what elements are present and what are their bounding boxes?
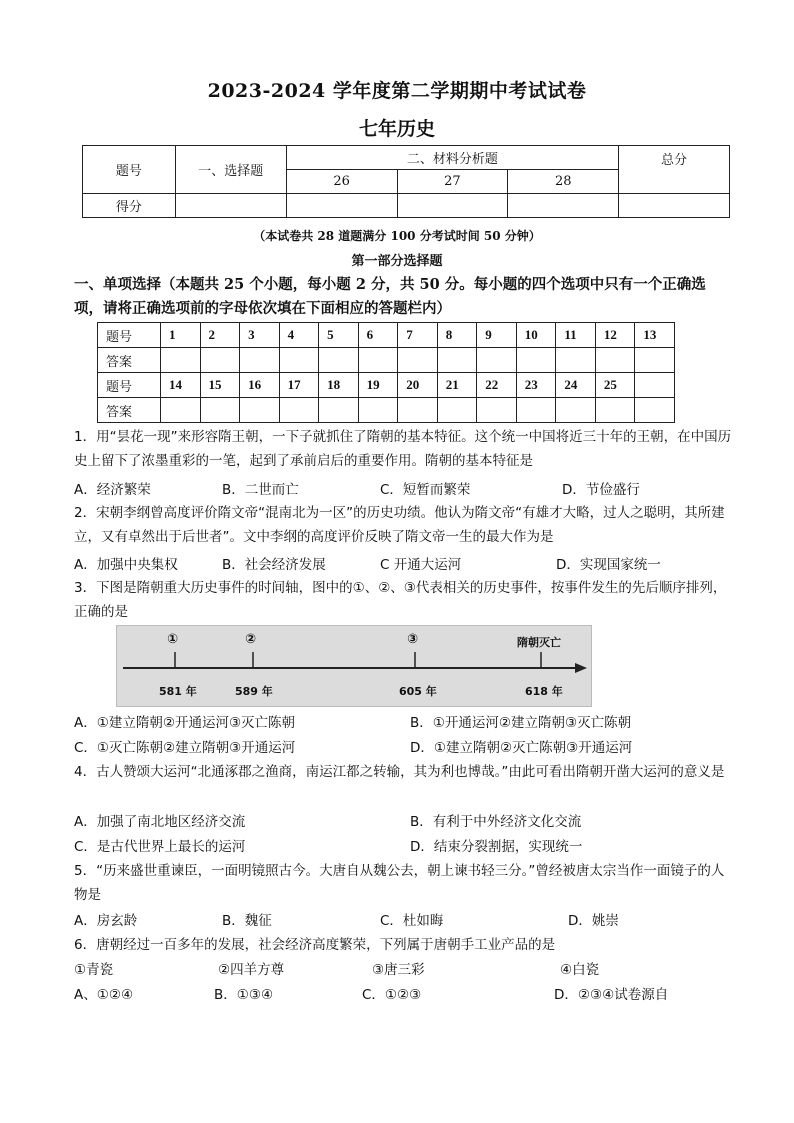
score-cell[interactable] — [508, 194, 619, 218]
score-cell[interactable] — [397, 194, 508, 218]
answer-input-cell[interactable] — [279, 398, 319, 423]
question-4-stem: 4．古人赞颂大运河“北通涿郡之渔商，南运江都之转输，其为利也博哉。”由此可看出隋朝开凿大运河的意义是 — [74, 764, 725, 780]
subject-title: 七年历史 — [358, 118, 435, 140]
answer-number-cell: 13 — [635, 323, 675, 348]
exam-title: 2023-2024 学年度第二学期期中考试试卷 — [207, 80, 587, 102]
answer-table — [97, 322, 675, 423]
answer-number-cell: 5 — [319, 323, 359, 348]
q3-option-d[interactable]: D．①建立隋朝②灭亡陈朝③开通运河 — [410, 740, 633, 756]
question-2-stem: 2．宋朝李纲曾高度评价隋文帝“混南北为一区”的历史功绩。他认为隋文帝“有雄才大略，过人之聪明，其所建立，又有卓然出于后世者”。文中李纲的高度评价反映了隋文帝一生的最大作为是 — [74, 505, 725, 545]
answer-input-cell[interactable] — [516, 398, 556, 423]
q4-option-c[interactable]: C．是古代世界上最长的运河 — [74, 839, 246, 855]
score-table — [82, 145, 730, 218]
q5-option-d[interactable]: D．姚崇 — [568, 913, 619, 929]
q6-item-1: ①青瓷 — [74, 962, 114, 978]
answer-number-cell: 21 — [437, 373, 477, 398]
score-cell[interactable] — [286, 194, 397, 218]
score-header-tihao: 题号 — [83, 146, 176, 194]
answer-number-cell: 25 — [595, 373, 635, 398]
q5-option-a[interactable]: A．房玄龄 — [74, 913, 138, 929]
answer-input-cell[interactable] — [319, 398, 359, 423]
answer-number-cell: 1 — [161, 323, 201, 348]
answer-number-cell: 7 — [398, 323, 438, 348]
answer-number-cell: 23 — [516, 373, 556, 398]
timeline-marker-2: ② — [245, 632, 257, 647]
answer-input-cell[interactable] — [437, 348, 477, 373]
answer-number-cell: 19 — [358, 373, 398, 398]
exam-note: （本试卷共 28 道题满分 100 分考试时间 50 分钟） — [253, 229, 541, 243]
answer-number-cell: 9 — [477, 323, 517, 348]
q6-item-4: ④白瓷 — [560, 962, 600, 978]
q3-option-a[interactable]: A．①建立隋朝②开通运河③灭亡陈朝 — [74, 715, 296, 731]
answer-label-a: 答案 — [98, 398, 161, 423]
q1-option-c[interactable]: C．短暂而繁荣 — [380, 482, 471, 498]
score-header-choice: 一、选择题 — [175, 146, 286, 194]
answer-input-cell[interactable] — [398, 398, 438, 423]
section-instructions: 一、单项选择（本题共 25 个小题，每小题 2 分，共 50 分。每小题的四个选项中只有一个正确选项，请将正确选项前的字母依次填在下面相应的答题栏内） — [74, 276, 706, 317]
answer-input-cell[interactable] — [319, 348, 359, 373]
question-5-stem: 5．“历来盛世重谏臣，一面明镜照古今。大唐自从魏公去，朝上谏书轻三分。”曾经被唐太宗当作一面镜子的人物是 — [74, 863, 725, 903]
q3-option-c[interactable]: C．①灭亡陈朝②建立隋朝③开通运河 — [74, 740, 296, 756]
answer-input-cell[interactable] — [161, 348, 201, 373]
q1-option-d[interactable]: D．节俭盛行 — [562, 482, 640, 498]
q3-option-b[interactable]: B．①开通运河②建立隋朝③灭亡陈朝 — [410, 715, 632, 731]
score-header-material: 二、材料分析题 — [286, 146, 618, 170]
q6-option-d[interactable]: D．②③④试卷源自 — [554, 987, 669, 1003]
q6-option-b[interactable]: B．①③④ — [214, 987, 274, 1003]
answer-number-cell: 18 — [319, 373, 359, 398]
q1-option-a[interactable]: A．经济繁荣 — [74, 482, 151, 498]
answer-number-cell: 14 — [161, 373, 201, 398]
score-header-total: 总分 — [619, 146, 730, 194]
q6-option-a[interactable]: A、①②④ — [74, 987, 134, 1003]
answer-number-cell: 15 — [200, 373, 240, 398]
timeline-end-label: 隋朝灭亡 — [517, 636, 561, 649]
answer-input-cell[interactable] — [556, 398, 596, 423]
q4-option-b[interactable]: B．有利于中外经济文化交流 — [410, 814, 582, 830]
part-heading: 第一部分选择题 — [351, 254, 443, 269]
q2-option-b[interactable]: B．社会经济发展 — [222, 557, 326, 573]
q2-option-a[interactable]: A．加强中央集权 — [74, 557, 178, 573]
q5-option-c[interactable]: C．杜如晦 — [380, 913, 444, 929]
answer-number-cell: 17 — [279, 373, 319, 398]
answer-input-cell[interactable] — [437, 398, 477, 423]
q6-item-2: ②四羊方尊 — [218, 962, 285, 978]
score-sub-26: 26 — [286, 170, 397, 194]
answer-input-cell[interactable] — [477, 348, 517, 373]
answer-input-cell[interactable] — [398, 348, 438, 373]
answer-number-cell: 4 — [279, 323, 319, 348]
answer-number-cell: 6 — [358, 323, 398, 348]
answer-number-cell: 10 — [516, 323, 556, 348]
score-sub-27: 27 — [397, 170, 508, 194]
answer-input-cell[interactable] — [635, 348, 675, 373]
answer-input-cell[interactable] — [161, 398, 201, 423]
q1-option-b[interactable]: B．二世而亡 — [222, 482, 299, 498]
q6-item-3: ③唐三彩 — [372, 962, 425, 978]
timeline-year-589: 589 年 — [235, 685, 273, 698]
q2-option-d[interactable]: D．实现国家统一 — [556, 557, 661, 573]
score-cell[interactable] — [175, 194, 286, 218]
answer-input-cell[interactable] — [240, 348, 280, 373]
answer-input-cell[interactable] — [556, 348, 596, 373]
answer-input-cell[interactable] — [635, 398, 675, 423]
answer-number-cell: 12 — [595, 323, 635, 348]
answer-input-cell[interactable] — [200, 348, 240, 373]
answer-label-a: 答案 — [98, 348, 161, 373]
answer-number-cell: 24 — [556, 373, 596, 398]
question-6-stem: 6．唐朝经过一百多年的发展，社会经济高度繁荣，下列属于唐朝手工业产品的是 — [74, 937, 556, 953]
q2-option-c[interactable]: C 开通大运河 — [380, 557, 462, 573]
answer-input-cell[interactable] — [595, 398, 635, 423]
answer-input-cell[interactable] — [358, 348, 398, 373]
answer-number-cell: 22 — [477, 373, 517, 398]
answer-input-cell[interactable] — [477, 398, 517, 423]
answer-number-cell: 2 — [200, 323, 240, 348]
answer-input-cell[interactable] — [595, 348, 635, 373]
answer-number-cell: 11 — [556, 323, 596, 348]
answer-number-cell: 16 — [240, 373, 280, 398]
q5-option-b[interactable]: B．魏征 — [222, 913, 272, 929]
score-row-label: 得分 — [83, 194, 176, 218]
answer-label-q: 题号 — [98, 323, 161, 348]
timeline-marker-1: ① — [167, 632, 179, 647]
answer-input-cell[interactable] — [358, 398, 398, 423]
answer-number-cell — [635, 373, 675, 398]
score-sub-28: 28 — [508, 170, 619, 194]
timeline-arrow — [575, 663, 587, 673]
timeline-year-581: 581 年 — [159, 685, 197, 698]
timeline-figure — [116, 625, 592, 707]
q6-option-c[interactable]: C．①②③ — [362, 987, 422, 1003]
answer-input-cell[interactable] — [240, 398, 280, 423]
q4-option-a[interactable]: A．加强了南北地区经济交流 — [74, 814, 246, 830]
timeline-year-605: 605 年 — [399, 685, 437, 698]
answer-input-cell[interactable] — [279, 348, 319, 373]
question-3-stem: 3．下图是隋朝重大历史事件的时间轴，图中的①、②、③代表相关的历史事件，按事件发生的先后顺序排列，正确的是 — [74, 580, 727, 620]
answer-input-cell[interactable] — [516, 348, 556, 373]
answer-label-q: 题号 — [98, 373, 161, 398]
timeline-marker-3: ③ — [407, 632, 419, 647]
answer-input-cell[interactable] — [200, 398, 240, 423]
question-1-stem: 1．用“昙花一现”来形容隋王朝，一下子就抓住了隋朝的基本特征。这个统一中国将近三十年的王朝，在中国历史上留下了浓墨重彩的一笔，起到了承前启后的重要作用。隋朝的基本特征是 — [74, 429, 732, 469]
answer-number-cell: 20 — [398, 373, 438, 398]
q4-option-d[interactable]: D．结束分裂割据，实现统一 — [410, 839, 583, 855]
score-cell[interactable] — [619, 194, 730, 218]
timeline-year-618: 618 年 — [525, 685, 563, 698]
answer-number-cell: 3 — [240, 323, 280, 348]
answer-number-cell: 8 — [437, 323, 477, 348]
